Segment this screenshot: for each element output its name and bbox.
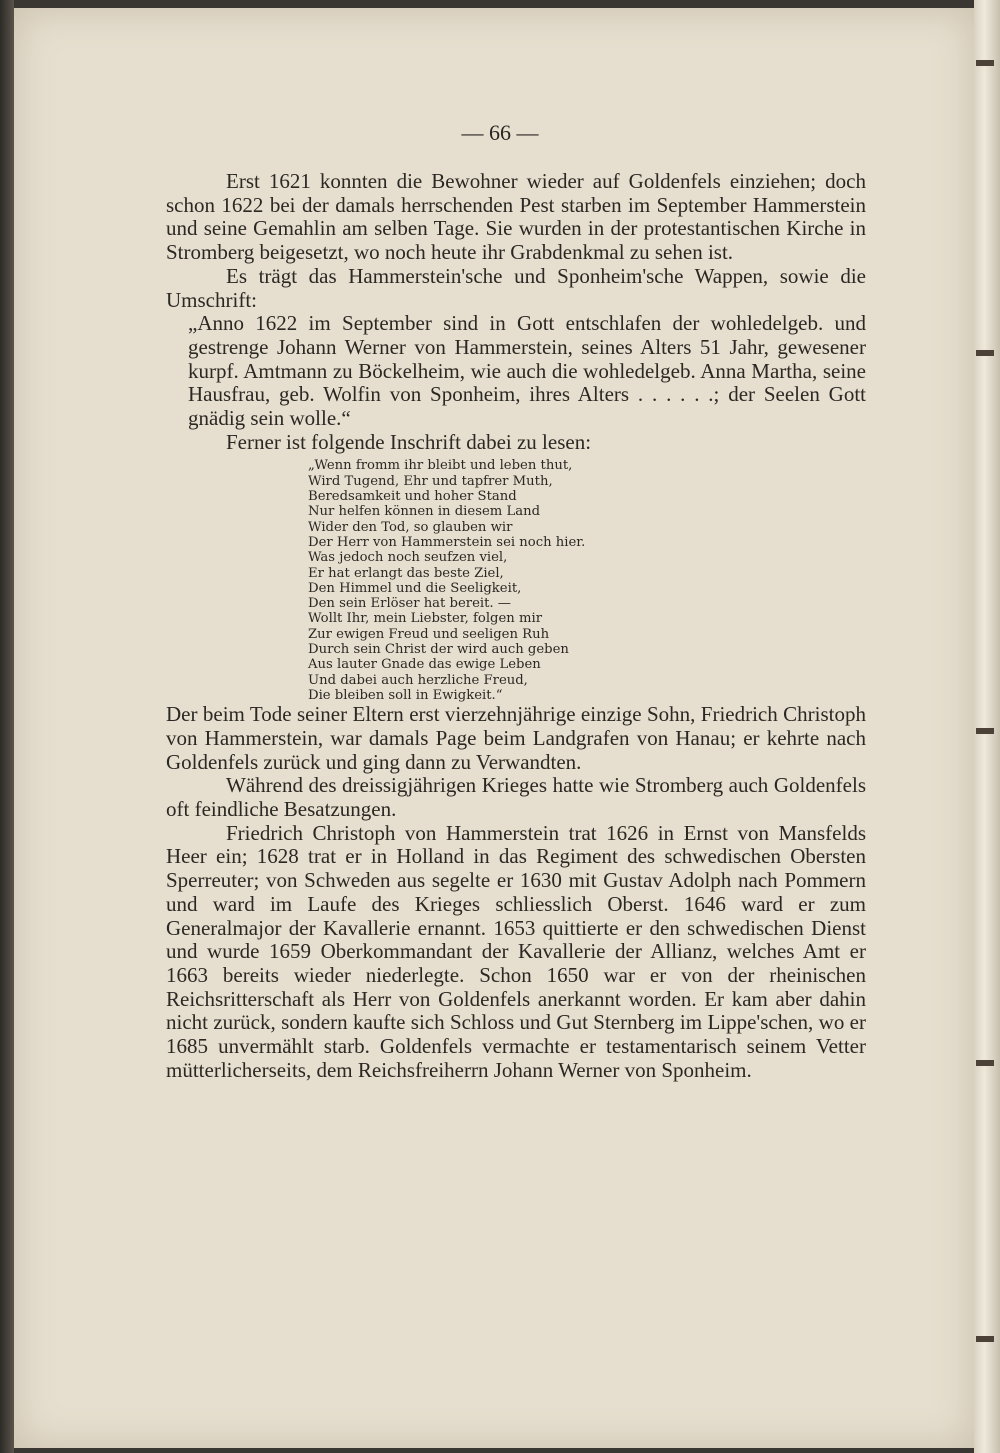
poem-line: Wird Tugend, Ehr und tapfrer Muth,	[308, 473, 553, 489]
poem-line: Den sein Erlöser hat bereit. —	[308, 596, 511, 612]
inscription-poem	[308, 458, 866, 703]
epitaph-quote: „Anno 1622 im September sind in Gott entschlafen der wohledelgeb. und gestrenge Johann Werner von Hammerstein, seines Alters 51 Jahr, gewesener kurpf. Amtmann zu Böckelheim, wie auch die wohledelgeb. Anna Martha, seine Hausfrau, geb. Wolfin von Sponheim, ihres Alters . . . . . .; der Seelen Gott gnädig sein wolle.“	[188, 311, 866, 431]
poem-line: Aus lauter Gnade das ewige Leben	[308, 657, 541, 673]
poem-line: Der Herr von Hammerstein sei noch hier.	[308, 534, 586, 550]
page-edge-mark	[976, 728, 994, 734]
page-text	[166, 170, 866, 1082]
paragraph: Während des dreissigjährigen Krieges hatte wie Stromberg auch Goldenfels oft feindliche Besatzungen.	[166, 773, 866, 821]
paragraph: Friedrich Christoph von Hammerstein trat 1626 in Ernst von Mansfelds Heer ein; 1628 trat er in Holland in das Regiment des schwedischen Obersten Sperreuter; von Schweden aus segelte er 1630 mit Gustav Adolph nach Pommern und ward im Laufe des Krieges schliesslich Oberst. 1646 ward er zum Generalmajor der Kavallerie ernannt. 1653 quittierte er den schwedischen Dienst und wurde 1659 Oberkommandant der Kavallerie der Allianz, welches Amt er 1663 bereits wieder niederlegte. Schon 1650 war er von der rheinischen Reichsritterschaft als Herr von Goldenfels anerkannt worden. Er kam aber dahin nicht zurück, sondern kaufte sich Schloss und Gut Sternberg im Lippe'schen, wo er 1685 unvermählt starb. Goldenfels vermachte er testamentarisch seinem Vetter mütterlicherseits, dem Reichsfreiherrn Johann Werner von Sponheim.	[166, 820, 866, 1082]
poem-line: Wollt Ihr, mein Liebster, folgen mir	[308, 611, 543, 627]
page-edge-mark	[976, 1060, 994, 1066]
poem-line: Nur helfen können in diesem Land	[308, 504, 541, 520]
paragraph: Ferner ist folgende Inschrift dabei zu lesen:	[226, 429, 592, 454]
book-gutter-shadow	[0, 0, 14, 1453]
paragraph: Erst 1621 konnten die Bewohner wieder auf Goldenfels einziehen; doch schon 1622 bei der damals herrschenden Pest starben im September Hammerstein und seine Gemahlin am selben Tage. Sie wurden in der protestantischen Kirche in Stromberg beigesetzt, wo noch heute ihr Grabdenkmal zu sehen ist.	[166, 169, 866, 265]
page-edge-mark	[976, 1336, 994, 1342]
paragraph: Der beim Tode seiner Eltern erst vierzehnjährige einzige Sohn, Friedrich Christoph von Hammerstein, war damals Page beim Landgrafen von Hanau; er kehrte nach Goldenfels zurück und ging dann zu Verwandten.	[166, 702, 866, 774]
poem-line: „Wenn fromm ihr bleibt und leben thut,	[308, 458, 573, 474]
poem-line: Den Himmel und die Seeligkeit,	[308, 580, 522, 596]
poem-line: Was jedoch noch seufzen viel,	[308, 550, 508, 566]
poem-line: Und dabei auch herzliche Freud,	[308, 672, 528, 688]
poem-line: Die bleiben soll in Ewigkeit.“	[308, 687, 503, 703]
poem-line: Er hat erlangt das beste Ziel,	[308, 565, 504, 581]
poem-line: Beredsamkeit und hoher Stand	[308, 489, 517, 505]
poem-line: Zur ewigen Freud und seeligen Ruh	[308, 626, 550, 642]
page-edge-mark	[976, 60, 994, 66]
poem-line: Durch sein Christ der wird auch geben	[308, 642, 569, 657]
poem-line: Wider den Tod, so glauben wir	[308, 519, 513, 535]
page-edge-right	[974, 0, 1000, 1453]
page-edge-mark	[976, 350, 994, 356]
page-number: — 66 —	[461, 120, 539, 145]
paragraph: Es trägt das Hammerstein'sche und Sponheim'sche Wappen, sowie die Umschrift:	[166, 263, 866, 312]
